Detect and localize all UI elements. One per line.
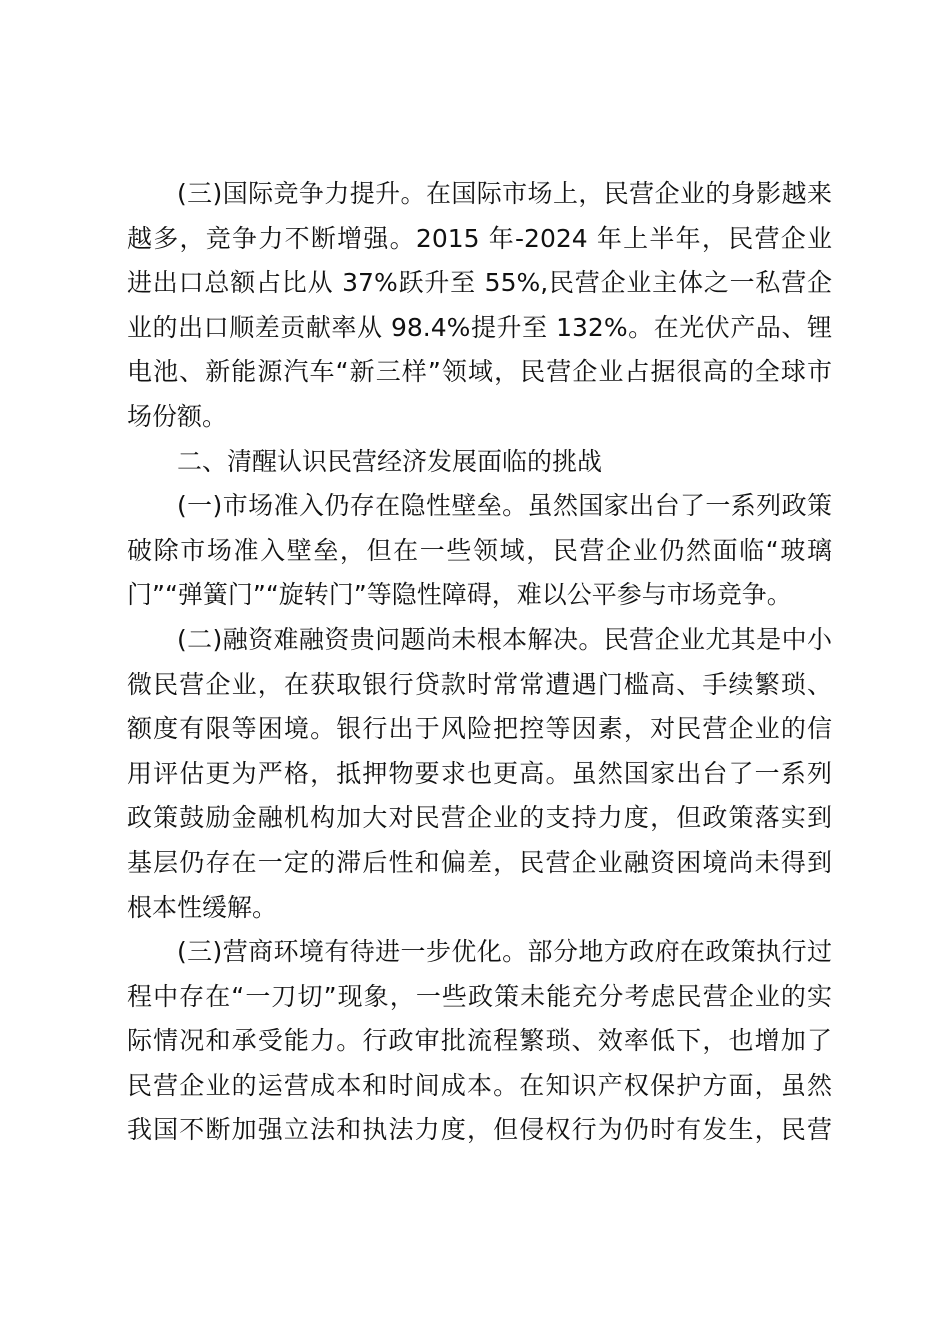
paragraph-line: 际情况和承受能力。行政审批流程繁琐、效率低下，也增加了 [127, 1026, 832, 1056]
body-text [127, 172, 832, 1153]
paragraph-line: 越多，竞争力不断增强。2015 年-2024 年上半年，民营企业 [127, 223, 832, 253]
paragraph-line: 场份额。 [127, 401, 228, 431]
paragraph-line: (三)营商环境有待进一步优化。部分地方政府在政策执行过 [177, 937, 832, 967]
paragraph-line: 我国不断加强立法和执法力度，但侵权行为仍时有发生，民营 [127, 1115, 832, 1145]
section-heading: 二、清醒认识民营经济发展面临的挑战 [177, 446, 603, 476]
paragraph-line: 程中存在“一刀切”现象，一些政策未能充分考虑民营企业的实 [127, 981, 832, 1011]
paragraph-line: 用评估更为严格，抵押物要求也更高。虽然国家出台了一系列 [127, 758, 832, 788]
paragraph-line: 基层仍存在一定的滞后性和偏差，民营企业融资困境尚未得到 [127, 847, 832, 877]
paragraph-line: 门”“弹簧门”“旋转门”等隐性障碍，难以公平参与市场竞争。 [127, 580, 792, 610]
paragraph-line: 电池、新能源汽车“新三样”领域，民营企业占据很高的全球市 [127, 357, 832, 387]
paragraph-line: 微民营企业，在获取银行贷款时常常遭遇门槛高、手续繁琐、 [127, 669, 832, 699]
paragraph-line: 额度有限等困境。银行出于风险把控等因素，对民营企业的信 [127, 714, 832, 744]
paragraph-line: 业的出口顺差贡献率从 98.4%提升至 132%。在光伏产品、锂 [127, 312, 832, 342]
paragraph-line: 破除市场准入壁垒，但在一些领域，民营企业仍然面临“玻璃 [127, 535, 832, 565]
paragraph-line: (一)市场准入仍存在隐性壁垒。虽然国家出台了一系列政策 [177, 491, 832, 521]
paragraph-line: 民营企业的运营成本和时间成本。在知识产权保护方面，虽然 [127, 1070, 832, 1100]
paragraph-line: 进出口总额占比从 37%跃升至 55%,民营企业主体之一私营企 [127, 268, 832, 298]
paragraph-line: (三)国际竞争力提升。在国际市场上，民营企业的身影越来 [177, 179, 832, 208]
paragraph-line: (二)融资难融资贵问题尚未根本解决。民营企业尤其是中小 [177, 624, 832, 654]
paragraph-line: 政策鼓励金融机构加大对民营企业的支持力度，但政策落实到 [127, 803, 832, 833]
paragraph-line: 根本性缓解。 [127, 892, 278, 922]
